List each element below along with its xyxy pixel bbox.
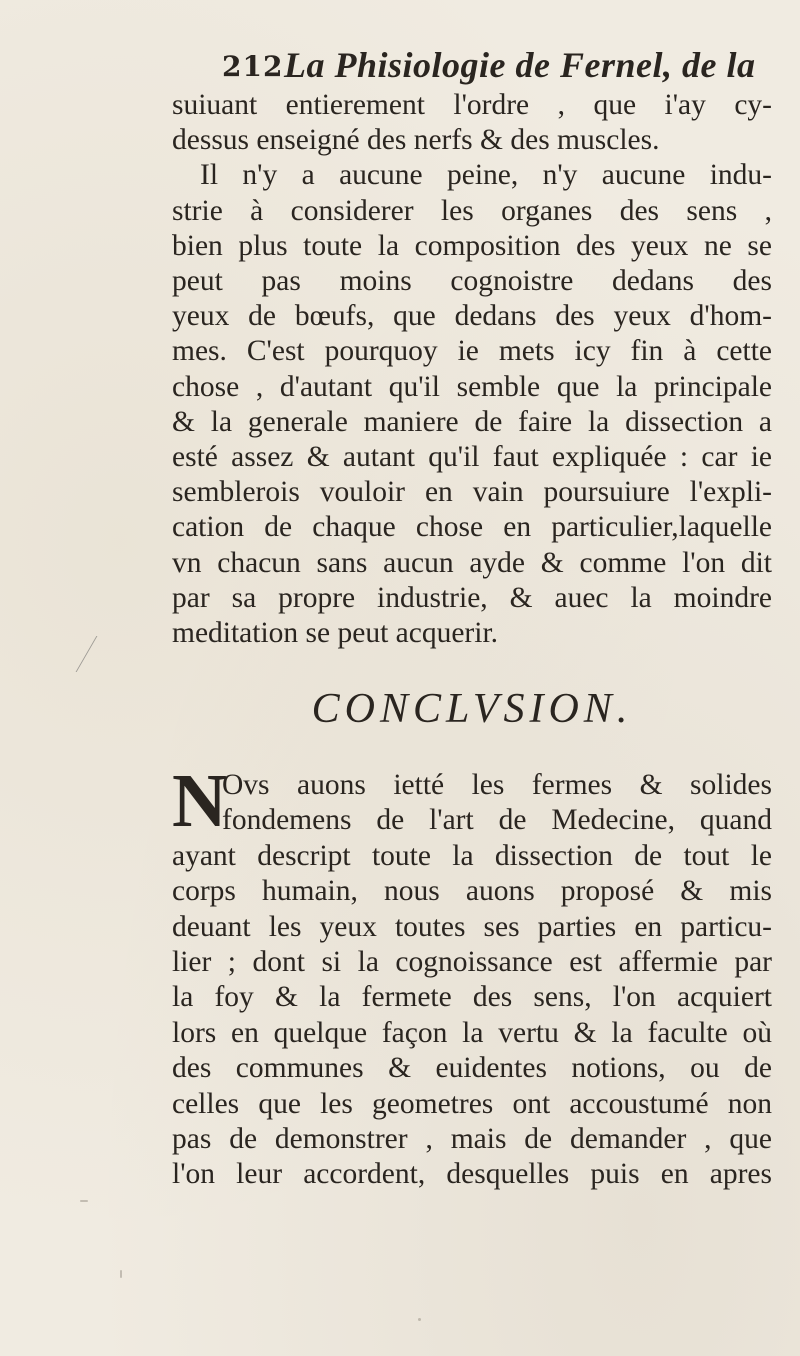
text-line: esté assez & autant qu'il faut expliquée : car ie <box>172 441 772 474</box>
text-line: vn chacun sans aucun ayde & comme l'on dit <box>172 546 772 579</box>
text-line: par sa propre industrie, & auec la moindre <box>172 581 772 614</box>
text-line: cation de chaque chose en particulier,laquelle <box>172 511 772 544</box>
text-line: des communes & euidentes notions, ou de <box>172 1052 772 1085</box>
text-line: la foy & la fermete des sens, l'on acquiert <box>172 981 772 1014</box>
text-line: strie à considerer les organes des sens , <box>172 194 772 227</box>
text-line: celles que les geometres ont accoustumé non <box>172 1087 772 1120</box>
text-line: deuant les yeux toutes ses parties en particu- <box>172 910 772 943</box>
running-title: La Phisiologie de Fernel, de la <box>284 45 756 85</box>
text-line: bien plus toute la composition des yeux ne se <box>172 229 772 262</box>
text-line: Il n'y a aucune peine, n'y aucune indu- <box>200 159 772 192</box>
text-line: fondemens de l'art de Medecine, quand <box>222 804 772 837</box>
text-line: suiuant entierement l'ordre , que i'ay cy- <box>172 89 772 121</box>
page-header <box>222 44 762 94</box>
text-line: ayant descript toute la dissection de tout le <box>172 839 772 872</box>
conclusion-paragraph <box>172 759 772 1193</box>
text-line: yeux de bœufs, que dedans des yeux d'hom- <box>172 300 772 333</box>
text-line: lier ; dont si la cognoissance est affermie par <box>172 946 772 979</box>
text-line: mes. C'est pourquoy ie mets icy fin à cette <box>172 335 772 368</box>
text-line: peut pas moins cognoistre dedans des <box>172 265 772 298</box>
pencil-mark <box>76 636 118 672</box>
text-line: corps humain, nous auons proposé & mis <box>172 875 772 908</box>
body-paragraph <box>172 88 772 651</box>
text-line: semblerois vouloir en vain poursuiure l'expli- <box>172 476 772 509</box>
text-line: pas de demonstrer , mais de demander , que <box>172 1123 772 1156</box>
page-number: 212 <box>222 50 284 83</box>
text-line: meditation se peut acquerir. <box>172 617 499 650</box>
text-line: dessus enseigné des nerfs & des muscles. <box>172 124 660 157</box>
text-line: Ovs auons ietté les fermes & solides <box>222 769 772 801</box>
paper-fiber <box>418 1318 421 1321</box>
paper-fiber <box>80 1200 88 1202</box>
section-heading: CONCLVSION. <box>311 686 633 732</box>
text-line: l'on leur accordent, desquelles puis en apres <box>172 1158 772 1191</box>
text-line: lors en quelque façon la vertu & la faculte où <box>172 1016 772 1049</box>
paper-fiber <box>120 1270 122 1278</box>
text-line: chose , d'autant qu'il semble que la principale <box>172 370 772 403</box>
text-line: & la generale maniere de faire la dissection a <box>172 405 772 438</box>
drop-cap: N <box>172 759 227 843</box>
